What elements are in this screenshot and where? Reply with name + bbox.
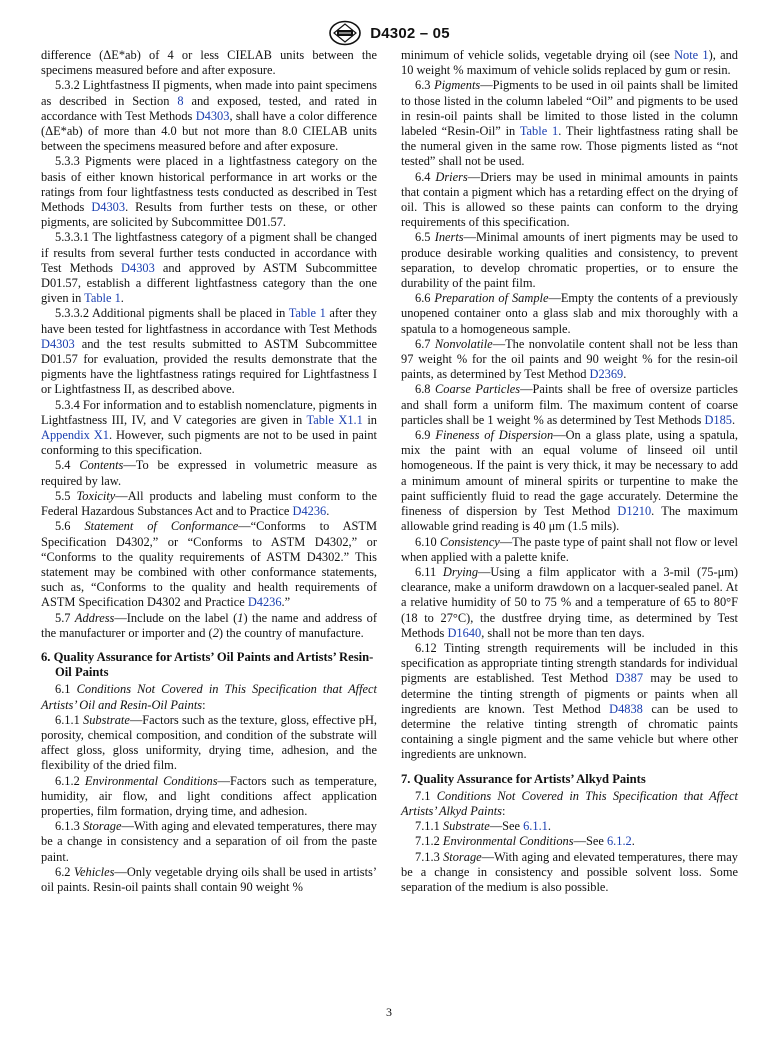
right-column (401, 48, 738, 895)
test-method-link[interactable]: D2369 (589, 367, 624, 382)
test-method-link[interactable]: D4838 (609, 701, 643, 716)
paragraph-7-1-1: 7.1.1 Substrate—See 6.1.1. (415, 819, 551, 834)
paragraph-5-3-3: 5.3.3 Pigments were placed in a lightfastness category on the basis of either known historical performance in art works or the ratings from four lightfastness tests conducted as described in Test Methods D4303. Results from further tests on these, or other pigments, are solicited by Subcommittee D01.57. (41, 154, 377, 230)
paragraph-5-4: 5.4 Contents—To be expressed in volumetric measure as required by law. (41, 458, 378, 488)
paragraph-5-3-4: 5.3.4 For information and to establish nomenclature, pigments in Lightfastness III, IV, and V categories are given in Table X1.1 in Appendix X1. However, such pigments are not to be used in paint conforming to this specification. (41, 397, 378, 458)
paragraph-6-1: 6.1 Conditions Not Covered in This Specification that Affect Artists’ Oil and Resin-Oil Paints: (41, 682, 377, 712)
test-method-link[interactable]: D4303 (121, 260, 155, 275)
test-method-link[interactable]: D1210 (617, 504, 652, 519)
section-link[interactable]: 6.1.1 (523, 819, 548, 834)
practice-link[interactable]: D4236 (247, 595, 282, 610)
table-link[interactable]: Table 1 (519, 124, 559, 139)
paragraph-5-3-2: 5.3.2 Lightfastness II pigments, when made into paint specimens as described in Section 8 and exposed, tested, and rated in accordance with Test Methods D4303, shall have a color difference (ΔE*ab) of more than 4.0 but not more than 8.0 CIELAB units between the specimens measured before and after exposure. (41, 78, 377, 154)
paragraph-7-1: 7.1 Conditions Not Covered in This Specification that Affect Artists’ Alkyd Paints: (401, 788, 738, 818)
paragraph-6-9: 6.9 Fineness of Dispersion—On a glass plate, using a spatula, mix the paint with an equal volume of linseed oil until homogeneous. If the paint is very thick, it may be necessary to add a minimum amount of mineral spirits or turpentine to make the paint sufficiently fluid to read the gage accurately. Determine the fineness of dispersion by Test Method D1210. The maximum allowable grind reading is 40 μm (1.5 mils). (401, 428, 739, 534)
paragraph-6-7: 6.7 Nonvolatile—The nonvolatile content shall not be less than 97 weight % for the oil paints and 90 weight % for the resin-oil paints, as determined by Test Method D2369. (401, 336, 738, 382)
document-designation: D4302 – 05 (370, 24, 450, 42)
paragraph-6-10: 6.10 Consistency—The paste type of paint shall not flow or level when applied with a palette knife. (401, 534, 738, 564)
paragraph-6-12: 6.12 Tinting strength requirements will be included in this specification as appropriate tinting strength standards for individual pigments are established. Test Method D387 may be used to determine the tinting strength of pigments or paints when all ingredients are known. Test Method D4838 can be used to determine the relative tinting strength of chromatic paints containing a single pigment and the same vehicle but where other ingredients are unknown. (401, 640, 738, 762)
paragraph-6-5: 6.5 Inerts—Minimal amounts of inert pigments may be used to produce desirable working qualities and consistency, to prevent separation, to develop chromatic properties, or to ensure the durability of the paint film. (401, 230, 738, 291)
paragraph-6-3: 6.3 Pigments—Pigments to be used in oil paints shall be limited to those listed in the column labeled “Oil” and pigments to be used in resin-oil paints shall be limited to those listed in the column labeled “Resin-Oil” in Table 1. Their lightfastness rating shall be the numeral given in the same row. Those pigments listed as “not tested” shall not be used. (401, 78, 739, 169)
paragraph-5-7: 5.7 Address—Include on the label (1) the name and address of the manufacturer or importer and (2) the country of manufacture. (41, 610, 377, 640)
paragraph-7-1-2: 7.1.2 Environmental Conditions—See 6.1.2. (415, 834, 635, 849)
paragraph-6-1-3: 6.1.3 Storage—With aging and elevated temperatures, there may be a change in consistency and a separation of oil from the paste paint. (41, 819, 377, 864)
paragraph: minimum of vehicle solids, vegetable drying oil (see Note 1), and 10 weight % maximum of vehicle solids replaced by gum or resin. (401, 48, 738, 78)
test-method-link[interactable]: D387 (615, 671, 644, 686)
paragraph-6-1-1: 6.1.1 Substrate—Factors such as the texture, gloss, effective pH, porosity, chemical composition, and condition of the substrate will affect gloss, gloss uniformity, drying time, adhesion, and the flexibility of the dried film. (41, 712, 377, 773)
paragraph-6-2: 6.2 Vehicles—Only vegetable drying oils shall be used in artists’ oil paints. Resin-oil paints shall contain 90 weight % (41, 864, 377, 894)
test-method-link[interactable]: D4303 (195, 108, 230, 123)
paragraph-6-1-2: 6.1.2 Environmental Conditions—Factors such as temperature, humidity, air flow, and light conditions affect application properties, film formation, drying time, and adhesion. (41, 773, 377, 818)
paragraph-5-3-3-1: 5.3.3.1 The lightfastness category of a pigment shall be changed if results from several further tests conducted in accordance with Test Methods D4303 and approved by ASTM Subcommittee D01.57, establish a different lightfastness category than the one given in Table 1. (41, 230, 377, 306)
page-header (0, 20, 778, 46)
section-heading-6: 6. Quality Assurance for Artists’ Oil Paints and Artists’ Resin-Oil Paints (41, 649, 374, 680)
section-link[interactable]: 8 (177, 93, 184, 108)
left-column (41, 48, 377, 895)
appendix-link[interactable]: Appendix X1 (41, 428, 109, 443)
paragraph-6-8: 6.8 Coarse Particles—Paints shall be free of oversize particles and shall form a uniform film. The maximum content of coarse particles shall be 1 weight % as determined by Test Methods D185. (401, 382, 738, 427)
note-link[interactable]: Note 1 (674, 48, 709, 62)
paragraph-6-4: 6.4 Driers—Driers may be used in minimal amounts in paints that contain a pigment which has a retarding effect on the drying of oil. This is allowed so these paints can conform to the drying requirements of this specification. (401, 169, 738, 230)
section-link[interactable]: 6.1.2 (606, 834, 632, 849)
table-link[interactable]: Table X1.1 (306, 412, 363, 427)
paragraph-7-1-3: 7.1.3 Storage—With aging and elevated temperatures, there may be a change in consistency and possible solvent loss. Some separation of the medium is also possible. (401, 849, 738, 894)
paragraph: difference (ΔE*ab) of 4 or less CIELAB units between the specimens measured before and after exposure. (41, 48, 377, 78)
test-method-link[interactable]: D185 (704, 412, 732, 427)
test-method-link[interactable]: D4303 (41, 336, 75, 351)
paragraph-5-6: 5.6 Statement of Conformance—“Conforms to ASTM Specification D4302,” or “Conforms to ASTM D4302,” or “Conforms to the quality requirements of ASTM D4302.” This statement may be combined with other conformance statements, such as, “Conforms to the quality and health requirements of ASTM Specification D4302 and Practice D4236.” (41, 519, 377, 610)
paragraph-5-3-3-2: 5.3.3.2 Additional pigments shall be placed in Table 1 after they have been tested for lightfastness in accordance with Test Methods D4303 and the test results submitted to ASTM Subcommittee D01.57 for evaluation, provided the results demonstrate that the pigments have the lightfastness ratings required for Lightfastness I or Lightfastness II, as described above. (41, 306, 377, 397)
paragraph-6-11: 6.11 Drying—Using a film applicator with a 3-mil (75-μm) clearance, make a uniform drawdown on a lacquer-sealed panel. At a relative humidity of 50 to 75 % and a temperature of 65 to 80°F (18 to 27°C), the dustfree drying time, as determined by Test Methods D1640, shall not be more than ten days. (401, 564, 738, 640)
practice-link[interactable]: D4236 (292, 504, 327, 519)
table-link[interactable]: Table 1 (84, 291, 121, 306)
table-link[interactable]: Table 1 (288, 306, 326, 321)
astm-logo-icon (328, 20, 362, 46)
page-number: 3 (386, 1005, 392, 1019)
section-heading-7: 7. Quality Assurance for Artists’ Alkyd Paints (401, 771, 646, 786)
paragraph-5-5: 5.5 Toxicity—All products and labeling must conform to the Federal Hazardous Substances Act and to Practice D4236. (41, 488, 377, 519)
test-method-link[interactable]: D4303 (91, 200, 126, 215)
paragraph-6-6: 6.6 Preparation of Sample—Empty the contents of a previously unopened container onto a glass slab and mix thoroughly with a spatula to a homogeneous sample. (401, 291, 738, 336)
test-method-link[interactable]: D1640 (447, 625, 482, 640)
